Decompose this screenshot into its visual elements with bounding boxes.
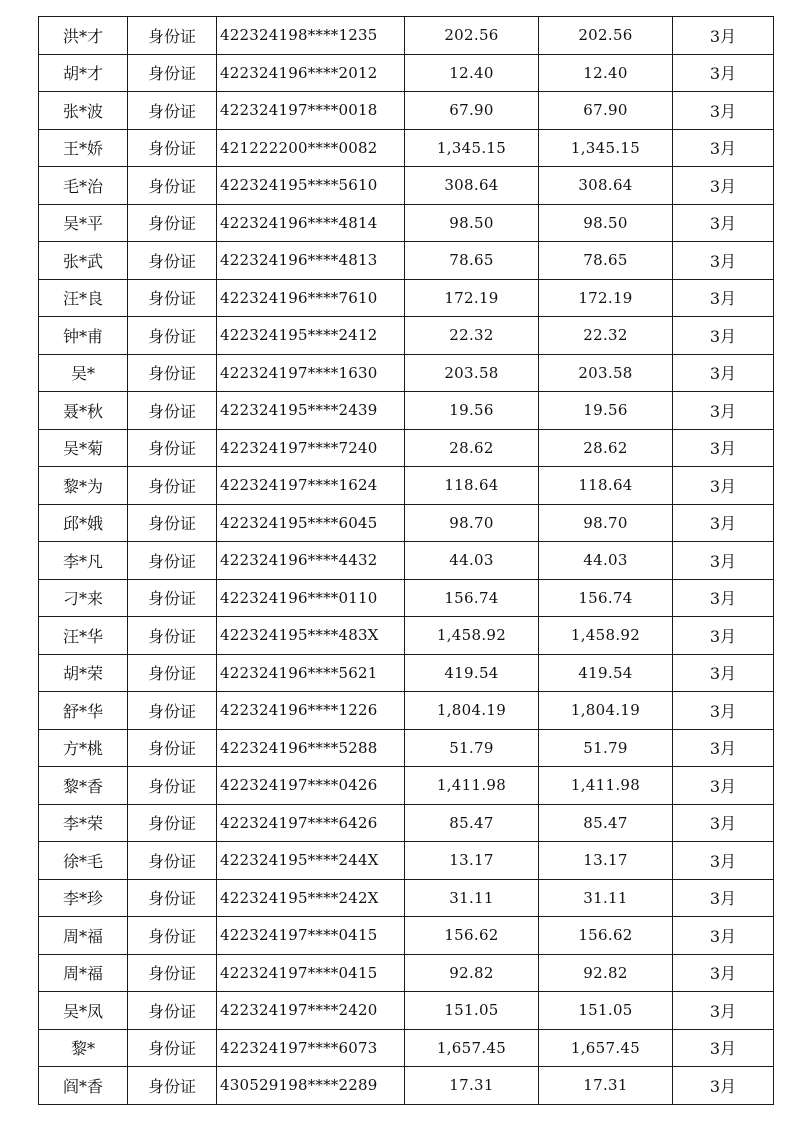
month-cell: 3月 — [673, 129, 774, 167]
name-cell: 钟*甫 — [39, 317, 128, 355]
table-row — [39, 692, 774, 730]
id-type-cell: 身份证 — [128, 954, 217, 992]
month-cell: 3月 — [673, 767, 774, 805]
id-number-cell: 422324195****2412 — [217, 317, 405, 355]
month-cell: 3月 — [673, 354, 774, 392]
table-row — [39, 917, 774, 955]
id-number-cell: 422324197****1624 — [217, 467, 405, 505]
month-cell: 3月 — [673, 954, 774, 992]
table-row — [39, 729, 774, 767]
month-cell: 3月 — [673, 692, 774, 730]
id-number-cell: 422324195****5610 — [217, 167, 405, 205]
amount-a-cell: 17.31 — [405, 1067, 539, 1105]
month-cell: 3月 — [673, 242, 774, 280]
table-row — [39, 467, 774, 505]
name-cell: 吴*凤 — [39, 992, 128, 1030]
month-cell: 3月 — [673, 729, 774, 767]
id-number-cell: 422324195****2439 — [217, 392, 405, 430]
name-cell: 黎*为 — [39, 467, 128, 505]
month-cell: 3月 — [673, 842, 774, 880]
amount-a-cell: 22.32 — [405, 317, 539, 355]
name-cell: 黎*香 — [39, 767, 128, 805]
amount-a-cell: 202.56 — [405, 17, 539, 55]
id-type-cell: 身份证 — [128, 879, 217, 917]
name-cell: 毛*治 — [39, 167, 128, 205]
id-type-cell: 身份证 — [128, 429, 217, 467]
id-number-cell: 422324197****7240 — [217, 429, 405, 467]
name-cell: 李*荣 — [39, 804, 128, 842]
amount-a-cell: 1,411.98 — [405, 767, 539, 805]
roster-body — [39, 17, 774, 1105]
amount-b-cell: 156.62 — [539, 917, 673, 955]
amount-b-cell: 156.74 — [539, 579, 673, 617]
id-type-cell: 身份证 — [128, 392, 217, 430]
month-cell: 3月 — [673, 617, 774, 655]
amount-b-cell: 1,657.45 — [539, 1029, 673, 1067]
name-cell: 李*凡 — [39, 542, 128, 580]
id-type-cell: 身份证 — [128, 279, 217, 317]
amount-a-cell: 31.11 — [405, 879, 539, 917]
month-cell: 3月 — [673, 917, 774, 955]
amount-a-cell: 44.03 — [405, 542, 539, 580]
id-number-cell: 422324195****242X — [217, 879, 405, 917]
amount-b-cell: 17.31 — [539, 1067, 673, 1105]
id-number-cell: 422324196****4814 — [217, 204, 405, 242]
id-number-cell: 422324196****4813 — [217, 242, 405, 280]
amount-a-cell: 12.40 — [405, 54, 539, 92]
amount-a-cell: 1,345.15 — [405, 129, 539, 167]
amount-b-cell: 1,804.19 — [539, 692, 673, 730]
id-type-cell: 身份证 — [128, 842, 217, 880]
table-row — [39, 317, 774, 355]
id-number-cell: 422324195****483X — [217, 617, 405, 655]
month-cell: 3月 — [673, 579, 774, 617]
id-number-cell: 422324197****1630 — [217, 354, 405, 392]
amount-b-cell: 1,345.15 — [539, 129, 673, 167]
table-row — [39, 204, 774, 242]
table-row — [39, 879, 774, 917]
id-type-cell: 身份证 — [128, 92, 217, 130]
name-cell: 李*珍 — [39, 879, 128, 917]
amount-a-cell: 419.54 — [405, 654, 539, 692]
name-cell: 舒*华 — [39, 692, 128, 730]
id-type-cell: 身份证 — [128, 654, 217, 692]
table-row — [39, 954, 774, 992]
month-cell: 3月 — [673, 429, 774, 467]
amount-b-cell: 12.40 — [539, 54, 673, 92]
amount-b-cell: 172.19 — [539, 279, 673, 317]
id-number-cell: 422324197****6073 — [217, 1029, 405, 1067]
table-row — [39, 54, 774, 92]
id-number-cell: 422324196****4432 — [217, 542, 405, 580]
amount-b-cell: 308.64 — [539, 167, 673, 205]
month-cell: 3月 — [673, 804, 774, 842]
name-cell: 黎* — [39, 1029, 128, 1067]
table-row — [39, 167, 774, 205]
name-cell: 汪*华 — [39, 617, 128, 655]
name-cell: 吴*菊 — [39, 429, 128, 467]
name-cell: 吴*平 — [39, 204, 128, 242]
amount-b-cell: 92.82 — [539, 954, 673, 992]
name-cell: 周*福 — [39, 954, 128, 992]
id-number-cell: 421222200****0082 — [217, 129, 405, 167]
amount-b-cell: 1,411.98 — [539, 767, 673, 805]
name-cell: 阎*香 — [39, 1067, 128, 1105]
amount-a-cell: 118.64 — [405, 467, 539, 505]
id-number-cell: 422324197****0426 — [217, 767, 405, 805]
month-cell: 3月 — [673, 1067, 774, 1105]
id-type-cell: 身份证 — [128, 129, 217, 167]
table-row — [39, 804, 774, 842]
table-row — [39, 1067, 774, 1105]
id-number-cell: 422324197****0415 — [217, 954, 405, 992]
id-number-cell: 422324197****0415 — [217, 917, 405, 955]
table-row — [39, 654, 774, 692]
id-number-cell: 422324196****1226 — [217, 692, 405, 730]
id-type-cell: 身份证 — [128, 992, 217, 1030]
amount-a-cell: 78.65 — [405, 242, 539, 280]
month-cell: 3月 — [673, 467, 774, 505]
id-number-cell: 422324197****0018 — [217, 92, 405, 130]
amount-b-cell: 85.47 — [539, 804, 673, 842]
id-type-cell: 身份证 — [128, 542, 217, 580]
name-cell: 胡*才 — [39, 54, 128, 92]
amount-a-cell: 98.50 — [405, 204, 539, 242]
name-cell: 胡*荣 — [39, 654, 128, 692]
amount-b-cell: 1,458.92 — [539, 617, 673, 655]
name-cell: 徐*毛 — [39, 842, 128, 880]
table-row — [39, 992, 774, 1030]
amount-b-cell: 98.70 — [539, 504, 673, 542]
table-row — [39, 767, 774, 805]
month-cell: 3月 — [673, 317, 774, 355]
id-type-cell: 身份证 — [128, 204, 217, 242]
table-row — [39, 92, 774, 130]
amount-a-cell: 151.05 — [405, 992, 539, 1030]
month-cell: 3月 — [673, 167, 774, 205]
table-row — [39, 842, 774, 880]
name-cell: 汪*良 — [39, 279, 128, 317]
amount-b-cell: 28.62 — [539, 429, 673, 467]
amount-a-cell: 172.19 — [405, 279, 539, 317]
amount-b-cell: 78.65 — [539, 242, 673, 280]
id-type-cell: 身份证 — [128, 354, 217, 392]
month-cell: 3月 — [673, 504, 774, 542]
id-type-cell: 身份证 — [128, 17, 217, 55]
month-cell: 3月 — [673, 204, 774, 242]
amount-b-cell: 118.64 — [539, 467, 673, 505]
amount-a-cell: 13.17 — [405, 842, 539, 880]
id-number-cell: 422324196****7610 — [217, 279, 405, 317]
id-type-cell: 身份证 — [128, 242, 217, 280]
table-row — [39, 279, 774, 317]
table-row — [39, 542, 774, 580]
id-type-cell: 身份证 — [128, 692, 217, 730]
month-cell: 3月 — [673, 992, 774, 1030]
month-cell: 3月 — [673, 654, 774, 692]
id-type-cell: 身份证 — [128, 317, 217, 355]
id-number-cell: 422324198****1235 — [217, 17, 405, 55]
table-row — [39, 17, 774, 55]
id-number-cell: 422324195****6045 — [217, 504, 405, 542]
id-number-cell: 422324197****2420 — [217, 992, 405, 1030]
id-type-cell: 身份证 — [128, 1067, 217, 1105]
amount-b-cell: 19.56 — [539, 392, 673, 430]
id-number-cell: 422324196****5288 — [217, 729, 405, 767]
amount-b-cell: 51.79 — [539, 729, 673, 767]
amount-a-cell: 308.64 — [405, 167, 539, 205]
id-number-cell: 422324196****0110 — [217, 579, 405, 617]
id-type-cell: 身份证 — [128, 54, 217, 92]
name-cell: 张*武 — [39, 242, 128, 280]
name-cell: 王*娇 — [39, 129, 128, 167]
table-row — [39, 1029, 774, 1067]
amount-a-cell: 28.62 — [405, 429, 539, 467]
table-row — [39, 354, 774, 392]
amount-a-cell: 92.82 — [405, 954, 539, 992]
id-type-cell: 身份证 — [128, 917, 217, 955]
id-type-cell: 身份证 — [128, 167, 217, 205]
id-type-cell: 身份证 — [128, 767, 217, 805]
amount-b-cell: 13.17 — [539, 842, 673, 880]
table-row — [39, 504, 774, 542]
table-row — [39, 129, 774, 167]
id-number-cell: 422324195****244X — [217, 842, 405, 880]
amount-a-cell: 98.70 — [405, 504, 539, 542]
amount-a-cell: 1,804.19 — [405, 692, 539, 730]
table-row — [39, 242, 774, 280]
name-cell: 洪*才 — [39, 17, 128, 55]
amount-a-cell: 203.58 — [405, 354, 539, 392]
id-number-cell: 430529198****2289 — [217, 1067, 405, 1105]
amount-b-cell: 67.90 — [539, 92, 673, 130]
id-type-cell: 身份证 — [128, 467, 217, 505]
table-row — [39, 429, 774, 467]
month-cell: 3月 — [673, 1029, 774, 1067]
amount-a-cell: 67.90 — [405, 92, 539, 130]
table-row — [39, 392, 774, 430]
month-cell: 3月 — [673, 54, 774, 92]
name-cell: 周*福 — [39, 917, 128, 955]
name-cell: 邱*娥 — [39, 504, 128, 542]
amount-b-cell: 419.54 — [539, 654, 673, 692]
id-type-cell: 身份证 — [128, 504, 217, 542]
id-type-cell: 身份证 — [128, 1029, 217, 1067]
month-cell: 3月 — [673, 17, 774, 55]
id-type-cell: 身份证 — [128, 579, 217, 617]
amount-a-cell: 156.74 — [405, 579, 539, 617]
name-cell: 吴* — [39, 354, 128, 392]
amount-b-cell: 202.56 — [539, 17, 673, 55]
month-cell: 3月 — [673, 542, 774, 580]
amount-b-cell: 203.58 — [539, 354, 673, 392]
amount-a-cell: 1,657.45 — [405, 1029, 539, 1067]
id-number-cell: 422324196****5621 — [217, 654, 405, 692]
amount-b-cell: 22.32 — [539, 317, 673, 355]
id-number-cell: 422324196****2012 — [217, 54, 405, 92]
name-cell: 方*桃 — [39, 729, 128, 767]
amount-b-cell: 44.03 — [539, 542, 673, 580]
name-cell: 聂*秋 — [39, 392, 128, 430]
table-row — [39, 579, 774, 617]
table-row — [39, 617, 774, 655]
amount-b-cell: 151.05 — [539, 992, 673, 1030]
amount-a-cell: 156.62 — [405, 917, 539, 955]
month-cell: 3月 — [673, 92, 774, 130]
amount-a-cell: 19.56 — [405, 392, 539, 430]
roster-table — [38, 16, 774, 1105]
amount-a-cell: 1,458.92 — [405, 617, 539, 655]
id-type-cell: 身份证 — [128, 617, 217, 655]
amount-a-cell: 85.47 — [405, 804, 539, 842]
amount-b-cell: 31.11 — [539, 879, 673, 917]
id-type-cell: 身份证 — [128, 729, 217, 767]
month-cell: 3月 — [673, 279, 774, 317]
name-cell: 刁*来 — [39, 579, 128, 617]
amount-a-cell: 51.79 — [405, 729, 539, 767]
month-cell: 3月 — [673, 879, 774, 917]
month-cell: 3月 — [673, 392, 774, 430]
id-type-cell: 身份证 — [128, 804, 217, 842]
id-number-cell: 422324197****6426 — [217, 804, 405, 842]
name-cell: 张*波 — [39, 92, 128, 130]
amount-b-cell: 98.50 — [539, 204, 673, 242]
